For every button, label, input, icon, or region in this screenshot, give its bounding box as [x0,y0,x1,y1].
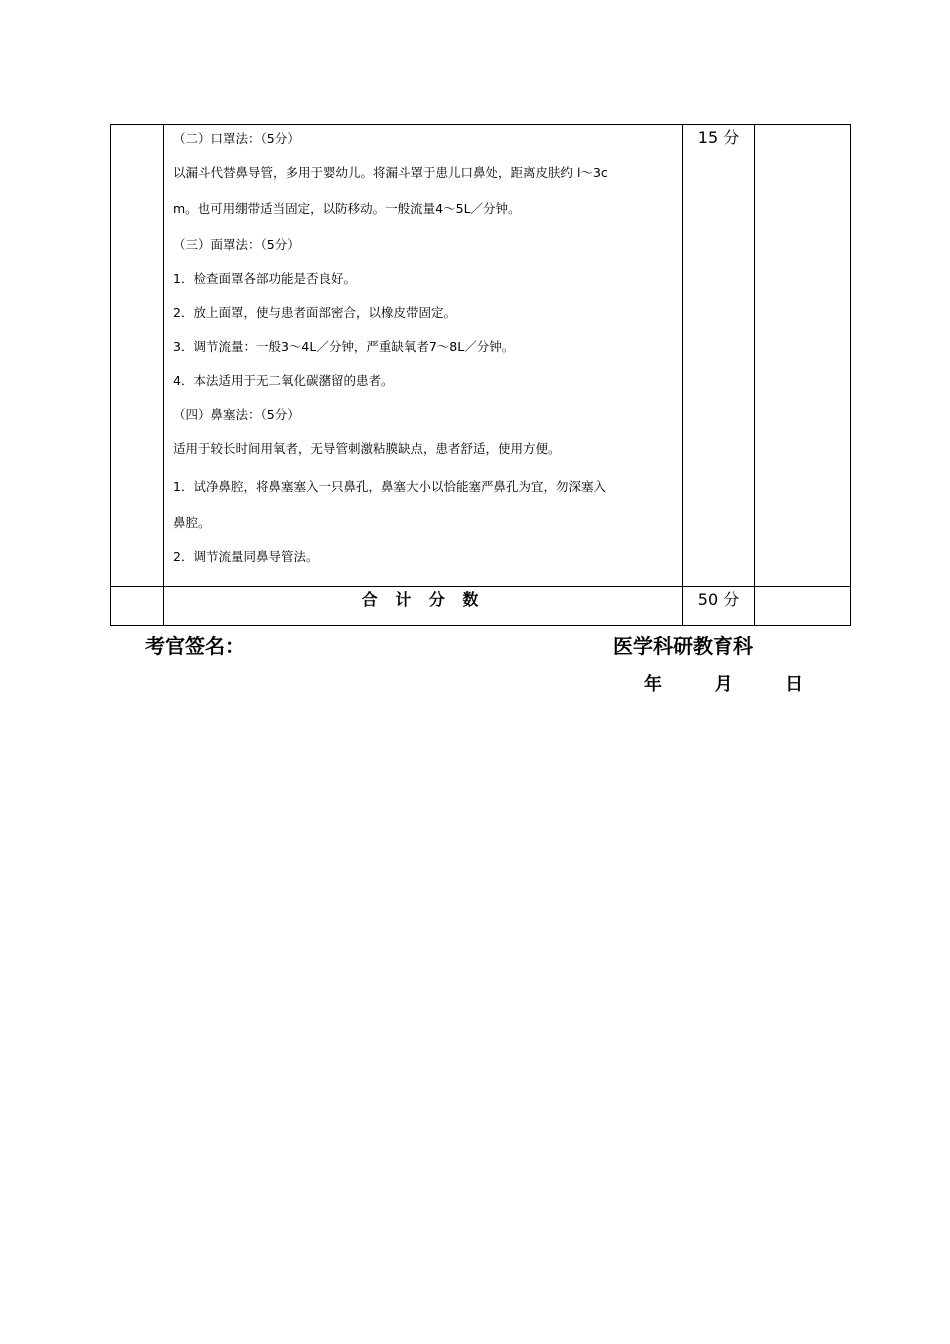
list-item: （二）口罩法：（5分） [173,131,300,146]
content-cell [164,125,683,587]
list-item: 以漏斗代替鼻导管，多用于婴幼儿。将漏斗罩于患儿口鼻处，距离皮肤约 l～3c [173,165,608,180]
list-item: 4．本法适用于无二氧化碳潴留的患者。 [173,373,394,388]
total-score: 50 分 [683,587,755,626]
total-label: 合 计 分 数 [164,587,683,626]
department-label: 医学科研教育科 [613,634,753,658]
list-item: 3．调节流量：一般3～4L／分钟，严重缺氧者7～8L／分钟。 [173,339,515,354]
list-item: 适用于较长时间用氧者，无导管刺激粘膜缺点，患者舒适，使用方便。 [173,441,561,456]
year-label: 年 [644,674,662,695]
list-item: （四）鼻塞法：（5分） [173,407,300,422]
list-item: （三）面罩法：（5分） [173,237,300,252]
score-sheet [110,124,848,629]
category-cell [111,125,164,587]
examiner-signature-label: 考官签名： [145,634,245,658]
total-deduction-cell [755,587,851,626]
date-line [644,670,803,696]
deduction-cell [755,125,851,587]
list-item: 鼻腔。 [173,515,211,530]
month-label: 月 [714,674,733,695]
list-item: 1．检查面罩各部功能是否良好。 [173,271,356,286]
category-cell [111,587,164,626]
list-item: m。也可用绷带适当固定，以防移动。一般流量4～5L／分钟。 [173,201,521,216]
total-row [111,587,851,626]
list-item: 1．试净鼻腔，将鼻塞塞入一只鼻孔，鼻塞大小以恰能塞严鼻孔为宜，勿深塞入 [173,479,606,494]
day-label: 日 [785,674,804,695]
list-item: 2．调节流量同鼻导管法。 [173,549,319,564]
section-score: 15 分 [683,125,755,587]
score-table [110,124,851,626]
table-row [111,125,851,587]
list-item: 2．放上面罩，使与患者面部密合，以橡皮带固定。 [173,305,456,320]
